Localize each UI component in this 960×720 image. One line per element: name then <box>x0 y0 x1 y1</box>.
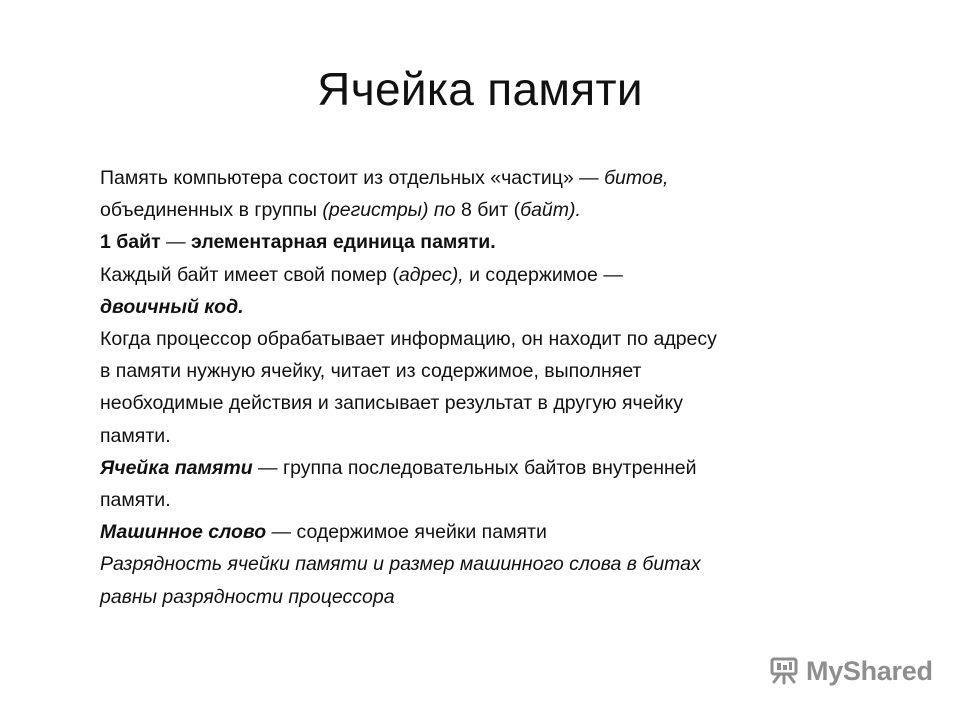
text-segment: объединенных в группы <box>100 199 323 222</box>
text-line <box>100 387 900 419</box>
text-line <box>100 323 900 355</box>
text-segment: памяти. <box>100 424 171 447</box>
text-segment: Каждый байт имеет свой помер ( <box>100 263 399 286</box>
text-line <box>100 548 900 580</box>
text-segment: — содержимое ячейки памяти <box>266 521 547 544</box>
text-segment: — группа последовательных байтов внутренней <box>252 456 697 479</box>
myshared-logo <box>768 654 933 688</box>
text-segment: элементарная единица памяти. <box>191 231 496 254</box>
text-line <box>100 420 900 452</box>
text-segment: двоичный код. <box>100 295 244 318</box>
text-segment: адрес), <box>398 263 464 286</box>
text-segment: памяти. <box>100 489 171 512</box>
text-segment: битов, <box>604 167 669 189</box>
text-line <box>100 259 900 291</box>
slide-body-text <box>100 162 900 613</box>
text-segment: — <box>160 231 192 254</box>
text-segment: Разрядность ячейки памяти и размер машинного слова в битах <box>100 553 701 576</box>
text-segment: необходимые действия и записывает результат в другую ячейку <box>100 392 683 415</box>
text-segment: 8 бит ( <box>460 199 521 222</box>
text-segment: 1 байт <box>100 231 161 254</box>
text-line <box>100 194 900 226</box>
text-segment: Машинное слово <box>100 521 267 544</box>
text-segment: в памяти нужную ячейку, читает из содержимое, выполняет <box>100 360 642 383</box>
text-line <box>100 452 900 484</box>
text-segment: (регистры) по <box>322 199 461 222</box>
text-line <box>100 226 900 258</box>
text-segment: Когда процессор обрабатывает информацию, он находит по адресу <box>100 328 717 351</box>
text-line <box>100 291 900 323</box>
text-line <box>100 162 900 194</box>
presentation-board-icon <box>768 656 800 686</box>
text-line <box>100 355 900 387</box>
text-line <box>100 581 900 613</box>
slide-title: Ячейка памяти <box>317 63 643 115</box>
text-line <box>100 484 900 516</box>
text-segment: байт). <box>520 199 581 222</box>
text-segment: Ячейка памяти <box>100 456 253 479</box>
text-segment: равны разрядности процессора <box>100 585 395 608</box>
logo-text: MyShared <box>806 655 933 686</box>
text-segment: и содержимое — <box>463 263 623 286</box>
text-segment: Память компьютера состоит из отдельных «частиц» — <box>100 167 605 189</box>
text-line <box>100 516 900 548</box>
